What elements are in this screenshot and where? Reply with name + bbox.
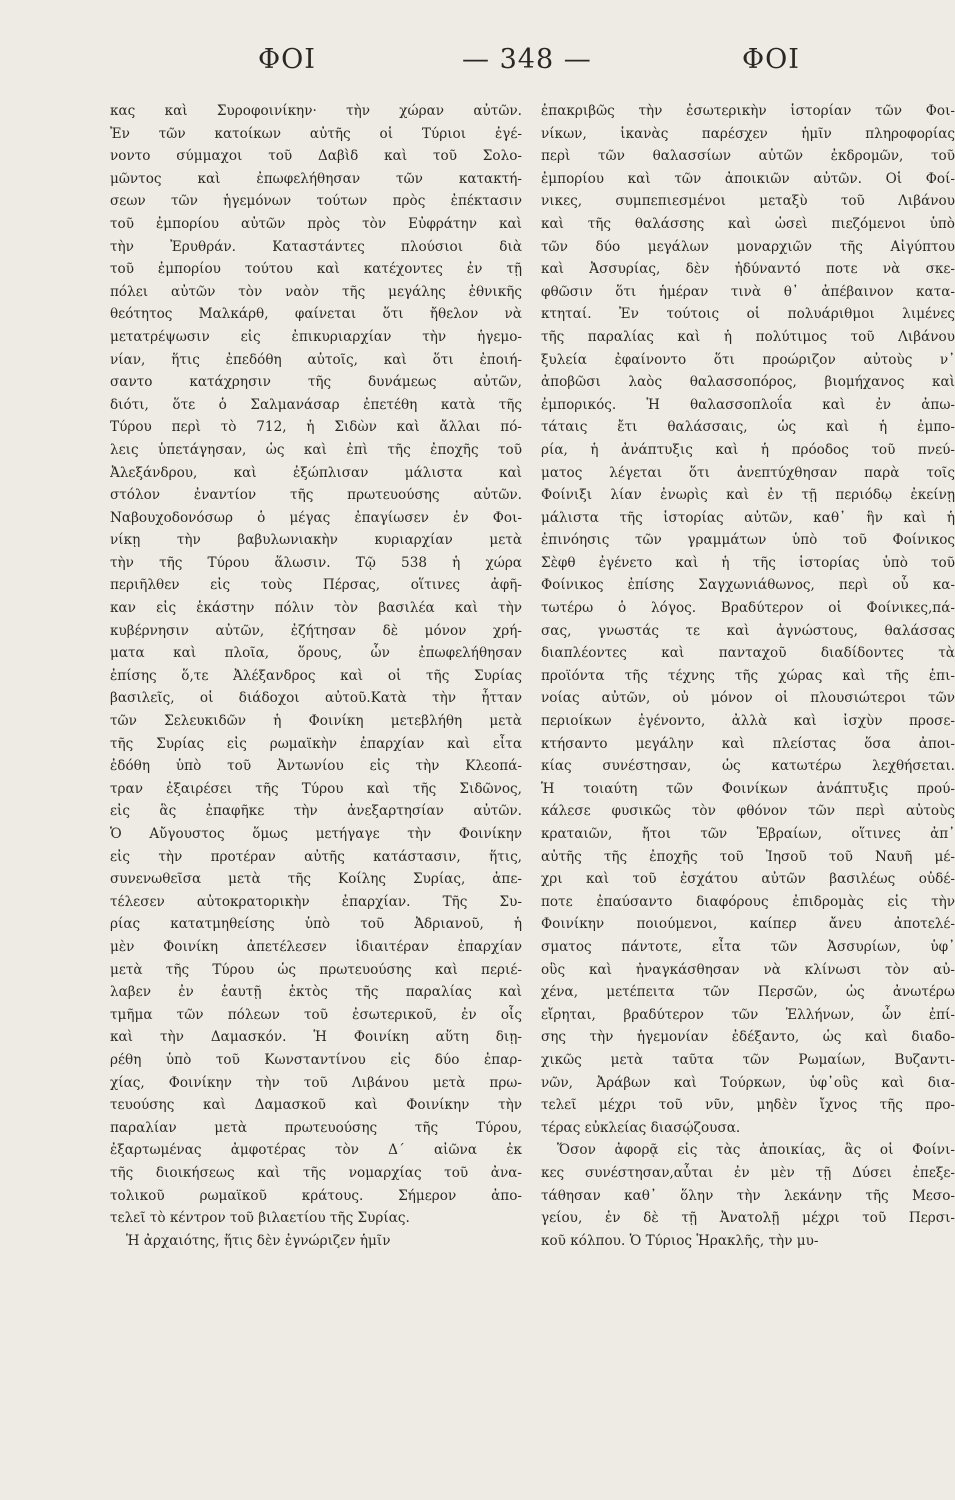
text-line: τελεῖ μέχρι τοῦ νῦν, μηδὲν ἴχνος τῆς προ- — [541, 1097, 955, 1114]
text-line: τελεῖ τὸ κέντρον τοῦ βιλαετίου τῆς Συρίας. — [110, 1210, 410, 1227]
text-line: εἰς τὴν προτέραν αὐτῆς κατάστασιν, ἥτις, — [110, 848, 522, 865]
text-line: καὶ τὴν Δαμασκόν. Ἡ Φοινίκη αὕτη διῃ- — [110, 1029, 522, 1046]
text-line: ξυλεία ἐφαίνοντο ὅτι προώριζον αὐτοὺς ν᾽ — [541, 351, 955, 368]
text-line: ματος λέγεται ὅτι ἀνεπτύχθησαν παρὰ τοῖς — [541, 464, 955, 481]
text-line: μετὰ τῆς Τύρου ὡς πρωτευούσης καὶ περιέ- — [110, 961, 522, 978]
text-line: καν εἰς ἑκάστην πόλιν τὸν βασιλέα καὶ τὴν — [110, 600, 522, 617]
text-line: νίαν, ἥτις ἐπεδόθη αὐτοῖς, καὶ ὅτι ἐποιή- — [110, 351, 522, 368]
text-line: ρία, ἡ ἀνάπτυξις καὶ ἡ πρόοδος τοῦ πνεύ- — [541, 441, 955, 458]
text-line: Φοίνιξι λίαν ἐνωρὶς καὶ ἐν τῇ περιόδῳ ἐκείνῃ — [541, 487, 955, 504]
text-line: καὶ τῆς θαλάσσης καὶ ὡσεὶ πιεζόμενοι ὑπὸ — [541, 215, 955, 232]
text-line: λεις ὑπετάγησαν, ὡς καὶ ἐπὶ τῆς ἐποχῆς τοῦ — [110, 441, 522, 458]
text-line: εἰς ἃς ἐπαφῆκε τὴν ἀνεξαρτησίαν αὐτῶν. — [110, 803, 522, 820]
text-line: τὴν Ἐρυθράν. Καταστάντες πλούσιοι διὰ — [110, 238, 522, 255]
text-line: μάλιστα τῆς ἱστορίας αὐτῶν, καθ᾽ ἣν καὶ ἡ — [541, 509, 955, 526]
text-line: τολικοῦ ρωμαϊκοῦ κράτους. Σήμερον ἀπο- — [110, 1187, 522, 1204]
text-line: Τύρου περὶ τὸ 712, ἡ Σιδὼν καὶ ἄλλαι πό- — [110, 419, 522, 436]
right-text-column — [541, 100, 955, 1252]
text-line: τάθησαν καθ᾽ ὅλην τὴν λεκάνην τῆς Μεσο- — [541, 1187, 955, 1204]
text-line: περὶ τῶν θαλασσίων αὐτῶν ἐκδρομῶν, τοῦ — [541, 148, 955, 165]
text-line: διότι, ὅτε ὁ Σαλμανάσαρ ἐπετέθη κατὰ τῆς — [110, 396, 522, 413]
text-line: ἐδόθη ὑπὸ τοῦ Ἀντωνίου εἰς τὴν Κλεοπά- — [110, 758, 522, 775]
text-line: τῆς Συρίας εἰς ρωμαϊκὴν ἐπαρχίαν καὶ εἶτα — [110, 735, 522, 752]
header-left-keyword: ΦΟΙ — [258, 44, 316, 75]
text-line: τευούσης καὶ Δαμασκοῦ καὶ Φοινίκην τὴν — [110, 1097, 522, 1114]
text-line: ποτε ἐπαύσαντο διαφόρους ἐπιδρομὰς εἰς τὴν — [541, 893, 955, 910]
text-line: Ἀλεξάνδρου, καὶ ἐξώπλισαν μάλιστα καὶ — [110, 464, 522, 481]
text-line: ρέθη ὑπὸ τοῦ Κωνσταντίνου εἰς δύο ἐπαρ- — [110, 1051, 522, 1068]
text-line: σαντο κατάχρησιν τῆς δυνάμεως αὐτῶν, — [110, 374, 522, 391]
text-line: μὲν Φοινίκη ἀπετέλεσεν ἰδιαιτέραν ἐπαρχίαν — [110, 938, 522, 955]
text-line: ἀποβῶσι λαὸς θαλασσοπόρος, βιομήχανος καὶ — [541, 374, 955, 391]
text-line: τῆς διοικήσεως καὶ τῆς νομαρχίας τοῦ ἀνα- — [110, 1164, 522, 1181]
text-line: προϊόντα τῆς τέχνης τῆς χώρας καὶ τῆς ἐπι- — [541, 667, 955, 684]
text-line: οὓς καὶ ἠναγκάσθησαν νὰ κλίνωσι τὸν αὐ- — [541, 961, 955, 978]
text-line: κραταιῶν, ἤτοι τῶν Ἑβραίων, οἵτινες ἀπ᾽ — [541, 826, 955, 842]
text-line: ρίας κατατμηθείσης ὑπὸ τοῦ Ἀδριανοῦ, ἡ — [110, 916, 522, 933]
text-line: περιοίκων ἐγένοντο, ἀλλὰ καὶ ἰσχὺν προσε- — [541, 713, 955, 730]
text-line: αὐτῆς τῆς ἐποχῆς τοῦ Ἰησοῦ τοῦ Ναυῆ μέ- — [541, 848, 955, 865]
text-line: σας, γνωστάς τε καὶ ἀγνώστους, θαλάσσας — [541, 622, 955, 639]
text-line: Ναβουχοδονόσωρ ὁ μέγας ἐπαγίωσεν ἐν Φοι- — [110, 509, 522, 526]
text-line: Σὲφθ ἐγένετο καὶ ἡ τῆς ἱστορίας ὑπὸ τοῦ — [541, 554, 955, 571]
text-line: ἐμπορικός. Ἡ θαλασσοπλοΐα καὶ ἐν ἀπω- — [541, 396, 955, 413]
text-line: κτηταί. Ἐν τούτοις οἱ πολυάριθμοι λιμένες — [541, 306, 955, 323]
text-line: Ἡ τοιαύτη τῶν Φοινίκων ἀνάπτυξις πρού- — [541, 780, 955, 797]
text-line: Ἐν τῶν κατοίκων αὐτῆς οἱ Τύριοι ἐγέ- — [110, 125, 522, 142]
text-line: συνενωθεῖσα μετὰ τῆς Κοίλης Συρίας, ἀπε- — [110, 871, 522, 888]
text-line: κες συνέστησαν,αὗται ἐν μὲν τῇ Δύσει ἐπεξε- — [541, 1164, 955, 1181]
text-line: εἴρηται, βραδύτερον τῶν Ἑλλήνων, ὧν ἐπί- — [541, 1006, 955, 1023]
text-line: πόλει αὐτῶν τὸν ναὸν τῆς μεγάλης ἐθνικῆς — [110, 283, 522, 300]
text-line: γείου, ἐν δὲ τῇ Ἀνατολῇ μέχρι τοῦ Περσι- — [541, 1210, 955, 1227]
text-line: τραν ἐξαιρέσει τῆς Τύρου καὶ τῆς Σιδῶνος, — [110, 780, 522, 797]
text-line: τμῆμα τῶν πόλεων τοῦ ἐσωτερικοῦ, ἐν οἷς — [110, 1006, 522, 1023]
text-line: νίκων, ἱκανὰς παρέσχεν ἡμῖν πληροφορίας — [541, 125, 955, 142]
text-line: θεότητος Μαλκάρθ, φαίνεται ὅτι ἤθελον νὰ — [110, 306, 522, 323]
text-line: τέλεσεν αὐτοκρατορικὴν ἐπαρχίαν. Τῆς Συ- — [110, 893, 522, 910]
text-line: νῶν, Ἀράβων καὶ Τούρκων, ὑφ᾽οὓς καὶ δια- — [541, 1074, 955, 1091]
text-line: κάλεσε φυσικῶς τὸν φθόνον τῶν περὶ αὐτοὺς — [541, 803, 955, 820]
text-line: φθῶσιν ὅτι ἡμέραν τινὰ θ᾽ ἀπέβαινον κατα- — [541, 283, 955, 300]
text-line: σης τὴν ἡγεμονίαν ἐδέξαντο, ὡς καὶ διαδο- — [541, 1029, 955, 1046]
text-line: τέρας εὐκλείας διασῴζουσα. — [541, 1119, 741, 1136]
text-line: νικες, συμπεπιεσμένοι μεταξὺ τοῦ Λιβάνου — [541, 193, 955, 210]
text-line: τῶν Σελευκιδῶν ἡ Φοινίκη μετεβλήθη μετὰ — [110, 713, 522, 730]
text-line: Ὅσον ἀφορᾷ εἰς τὰς ἀποικίας, ἃς οἱ Φοίνι- — [557, 1142, 955, 1159]
text-line: περιῆλθεν εἰς τοὺς Πέρσας, οἵτινες ἀφῆ- — [110, 577, 522, 594]
text-line: ματα καὶ πλοῖα, ὅρους, ὧν ἐπωφελήθησαν — [110, 645, 522, 662]
text-line: τὴν τῆς Τύρου ἅλωσιν. Τῷ 538 ἡ χώρα — [110, 554, 522, 571]
text-line: τάταις ἔτι θαλάσσαις, ὡς καὶ ἡ ἐμπο- — [541, 419, 955, 436]
header-right-keyword: ΦΟΙ — [742, 44, 800, 75]
text-line: τῶν δύο μεγάλων μοναρχιῶν τῆς Αἰγύπτου — [541, 238, 955, 255]
text-line: κίας συνέστησαν, ὡς κατωτέρω λεχθήσεται. — [541, 758, 955, 775]
text-line: τοῦ ἐμπορίου τούτου καὶ κατέχοντες ἐν τῇ — [110, 261, 522, 278]
text-line: χικῶς μετὰ ταῦτα τῶν Ρωμαίων, Βυζαντι- — [541, 1051, 955, 1068]
text-line: Ἡ ἀρχαιότης, ἥτις δὲν ἐγνώριζεν ἡμῖν — [126, 1232, 391, 1249]
text-line: νίκῃ τὴν βαβυλωνιακὴν κυριαρχίαν μετὰ — [110, 532, 522, 549]
text-line: στόλον ἐναντίον τῆς πρωτευούσης αὐτῶν. — [110, 487, 522, 504]
text-line: διαπλέοντες καὶ πανταχοῦ διαδίδοντες τὰ — [541, 645, 955, 662]
text-line: σματος πάντοτε, εἶτα τῶν Ἀσσυρίων, ὑφ᾽ — [541, 938, 955, 955]
text-line: ἐμπορίου καὶ τῶν ἀποικιῶν αὐτῶν. Οἱ Φοί- — [541, 170, 955, 187]
text-line: ἐπινόησις τῶν γραμμάτων ὑπὸ τοῦ Φοίνικος — [541, 532, 955, 549]
left-text-column — [110, 100, 522, 1252]
text-line: μῶντος καὶ ἐπωφελήθησαν τῶν κατακτή- — [110, 170, 522, 187]
text-line: κοῦ κόλπου. Ὁ Τύριος Ἡρακλῆς, τὴν μυ- — [541, 1232, 819, 1249]
text-line: ἐξαρτωμένας ἀμφοτέρας τὸν Δ´ αἰῶνα ἐκ — [110, 1142, 522, 1159]
text-line: Φοίνικος ἐπίσης Σαγχωνιάθωνος, περὶ οὗ κα- — [541, 577, 955, 594]
text-line: τωτέρω ὁ λόγος. Βραδύτερον οἱ Φοίνικες,πά- — [541, 600, 955, 617]
text-line: τῆς παραλίας καὶ ἡ πολύτιμος τοῦ Λιβάνου — [541, 328, 955, 345]
text-line: νοντο σύμμαχοι τοῦ Δαβὶδ καὶ τοῦ Σολο- — [110, 148, 522, 165]
text-line: ἐπίσης ὅ,τε Ἀλέξανδρος καὶ οἱ τῆς Συρίας — [110, 667, 522, 684]
text-line: νοίας αὐτῶν, οὐ μόνον οἱ πλουσιώτεροι τῶν — [541, 690, 955, 707]
page-header — [0, 44, 955, 94]
text-line: τοῦ ἐμπορίου αὐτῶν πρὸς τὸν Εὐφράτην καὶ — [110, 215, 522, 232]
text-line: χίας, Φοινίκην τὴν τοῦ Λιβάνου μετὰ πρω- — [110, 1074, 522, 1091]
page-number: — 348 — — [462, 44, 592, 75]
text-line: Φοινίκην ποιούμενοι, καίπερ ἄνευ ἀποτελέ- — [541, 916, 955, 933]
text-line: βασιλεῖς, οἱ διάδοχοι αὐτοῦ.Κατὰ τὴν ἧτταν — [110, 690, 522, 707]
text-line: κυβέρνησιν αὐτῶν, ἐζήτησαν δὲ μόνον χρή- — [110, 622, 522, 639]
text-line: κτήσαντο μεγάλην καὶ πλείστας ὅσα ἀποι- — [541, 735, 955, 752]
text-line: μετατρέψωσιν εἰς ἐπικυριαρχίαν τὴν ἡγεμο- — [110, 328, 522, 345]
text-line: σεων τῶν ἡγεμόνων τούτων πρὸς ἐπέκτασιν — [110, 193, 522, 210]
text-line: Ὁ Αὔγουστος ὅμως μετήγαγε τὴν Φοινίκην — [110, 826, 522, 842]
text-line: χρι καὶ τοῦ ἐσχάτου αὐτῶν βασιλέως οὐδέ- — [541, 871, 955, 888]
text-line: λαβεν ἐν ἑαυτῇ ἐκτὸς τῆς παραλίας καὶ — [110, 984, 522, 1001]
text-line: χένα, μετέπειτα τῶν Περσῶν, ὡς ἀνωτέρω — [541, 984, 955, 1001]
text-line: καὶ Ἀσσυρίας, δὲν ἠδύναντό ποτε νὰ σκε- — [541, 261, 955, 278]
text-line: παραλίαν μετὰ πρωτευούσης τῆς Τύρου, — [110, 1119, 522, 1136]
text-line: ἐπακριβῶς τὴν ἐσωτερικὴν ἱστορίαν τῶν Φοι- — [541, 103, 955, 119]
text-line: κας καὶ Συροφοινίκην· τὴν χώραν αὐτῶν. — [110, 103, 522, 119]
